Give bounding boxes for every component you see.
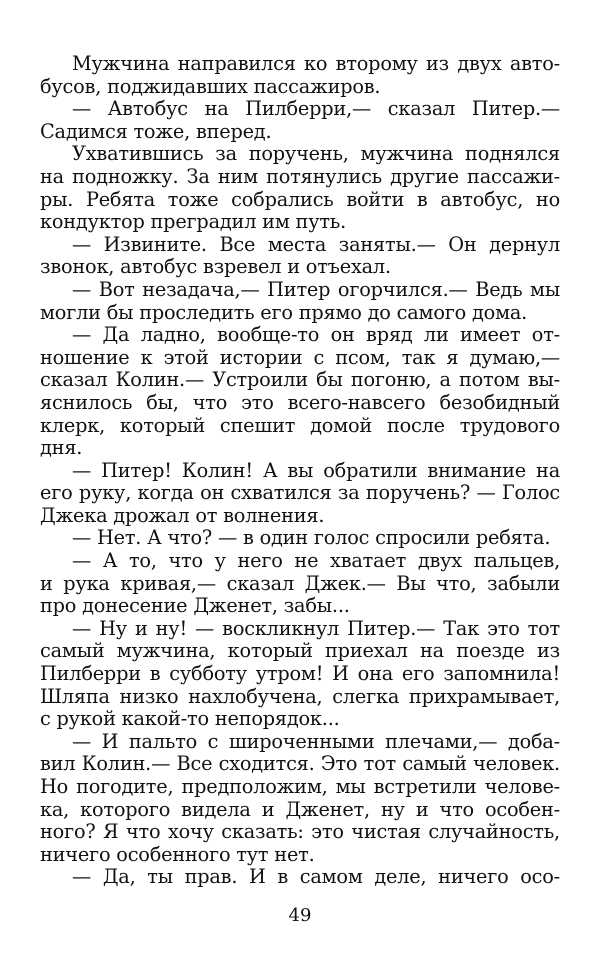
- page-text: [40, 53, 560, 953]
- text-line: клерк, который спешит домой после трудового: [40, 414, 560, 437]
- text-line: сказал Колин.— Устроили бы погоню, а потом вы-: [40, 369, 560, 392]
- text-line: Но погодите, предположим, мы встретили челове-: [40, 776, 560, 798]
- text-line: его руку, когда он схватился за поручень? — Голос: [40, 482, 560, 505]
- text-line: — Нет. А что? — в один голос спросили ребята.: [72, 527, 551, 550]
- text-line: ры. Ребята тоже собрались войти в автобус, но: [40, 188, 560, 211]
- text-line: кондуктор преградил им путь.: [40, 211, 347, 234]
- text-line: ничего особенного тут нет.: [40, 843, 315, 866]
- text-line: бусов, поджидавших пассажиров.: [40, 75, 381, 98]
- text-line: — Да, ты прав. И в самом деле, ничего осо-: [72, 866, 560, 889]
- text-line: про донесение Дженет, забы...: [40, 595, 350, 618]
- text-line: могли бы проследить его прямо до самого дома.: [40, 301, 528, 324]
- text-line: Шляпа низко нахлобучена, слегка прихрамывает,: [40, 685, 560, 708]
- text-line: самый мужчина, который приехал на поезде из: [40, 640, 560, 663]
- text-line: — Извините. Все места заняты.— Он дернул: [72, 233, 560, 256]
- text-line: ка, которого видела и Дженет, ну и что особен-: [40, 798, 560, 821]
- text-line: — Питер! Колин! А вы обратили внимание на: [72, 459, 560, 482]
- text-line: — И пальто с широченными плечами,— доба-: [72, 730, 560, 753]
- text-line: дня.: [40, 437, 83, 460]
- text-line: Джека дрожал от волнения.: [40, 504, 325, 527]
- text-line: и рука кривая,— сказал Джек.— Вы что, забыли: [40, 572, 560, 595]
- text-line: с рукой какой-то непорядок...: [40, 708, 340, 731]
- text-line: — Вот незадача,— Питер огорчился.— Ведь мы: [72, 278, 560, 301]
- text-line: — Да ладно, вообще-то он вряд ли имеет от-: [72, 324, 560, 347]
- text-line: Ухватившись за поручень, мужчина поднялся: [72, 143, 560, 166]
- text-line: — Автобус на Пилберри,— сказал Питер.—: [72, 98, 560, 121]
- page-number: 49: [288, 905, 312, 926]
- text-line: вил Колин.— Все сходится. Это тот самый человек.: [40, 753, 560, 776]
- text-line: ношение к этой истории с псом, так я думаю,—: [40, 346, 560, 369]
- text-line: Садимся тоже, вперед.: [40, 120, 272, 143]
- text-line: — А то, что у него не хватает двух пальцев,: [72, 550, 560, 573]
- text-line: яснилось бы, что это всего-навсего безобидный: [40, 391, 560, 414]
- text-line: звонок, автобус взревел и отъехал.: [40, 256, 391, 279]
- text-line: — Ну и ну! — воскликнул Питер.— Так это тот: [72, 617, 560, 640]
- text-line: Пилберри в субботу утром! И она его запомнила!: [40, 663, 560, 686]
- text-line: ного? Я что хочу сказать: это чистая случайность,: [40, 821, 560, 844]
- text-line: Мужчина направился ко второму из двух авто-: [72, 53, 560, 75]
- text-line: на подножку. За ним потянулись другие пассажи-: [40, 165, 560, 188]
